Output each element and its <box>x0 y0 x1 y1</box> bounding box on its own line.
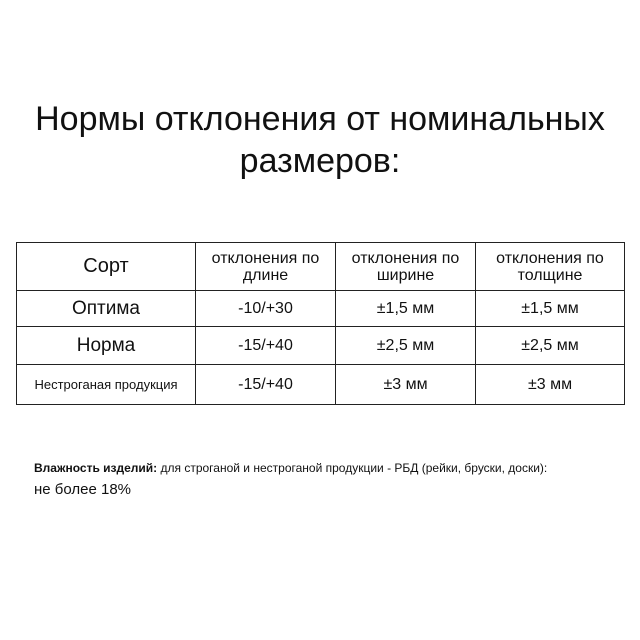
header-thickness-deviation: отклонения по толщине <box>476 243 625 291</box>
table-header-row <box>17 243 625 291</box>
width-deviation-cell: ±1,5 мм <box>336 291 476 327</box>
deviation-norms-table <box>16 242 625 405</box>
grade-cell: Норма <box>17 327 196 365</box>
length-deviation-cell: -10/+30 <box>196 291 336 327</box>
moisture-note-line <box>34 460 614 476</box>
moisture-description: для строганой и нестроганой продукции - РБД (рейки, бруски, доски): <box>157 461 548 475</box>
page-title <box>0 98 640 182</box>
header-length-deviation: отклонения по длине <box>196 243 336 291</box>
page-title-line-1: Нормы отклонения от номинальных <box>35 100 605 138</box>
thickness-deviation-cell: ±1,5 мм <box>476 291 625 327</box>
table-row <box>17 291 625 327</box>
header-width-deviation: отклонения по ширине <box>336 243 476 291</box>
table-row <box>17 327 625 365</box>
moisture-value: не более 18% <box>34 481 132 498</box>
header-grade: Сорт <box>17 243 196 291</box>
grade-cell: Оптима <box>17 291 196 327</box>
moisture-label: Влажность изделий: <box>34 461 158 475</box>
length-deviation-cell: -15/+40 <box>196 365 336 405</box>
thickness-deviation-cell: ±3 мм <box>476 365 625 405</box>
width-deviation-cell: ±3 мм <box>336 365 476 405</box>
page-title-line-2: размеров: <box>239 142 401 180</box>
moisture-note <box>34 460 614 500</box>
length-deviation-cell: -15/+40 <box>196 327 336 365</box>
grade-cell: Нестроганая продукция <box>17 365 196 405</box>
width-deviation-cell: ±2,5 мм <box>336 327 476 365</box>
table-row <box>17 365 625 405</box>
thickness-deviation-cell: ±2,5 мм <box>476 327 625 365</box>
